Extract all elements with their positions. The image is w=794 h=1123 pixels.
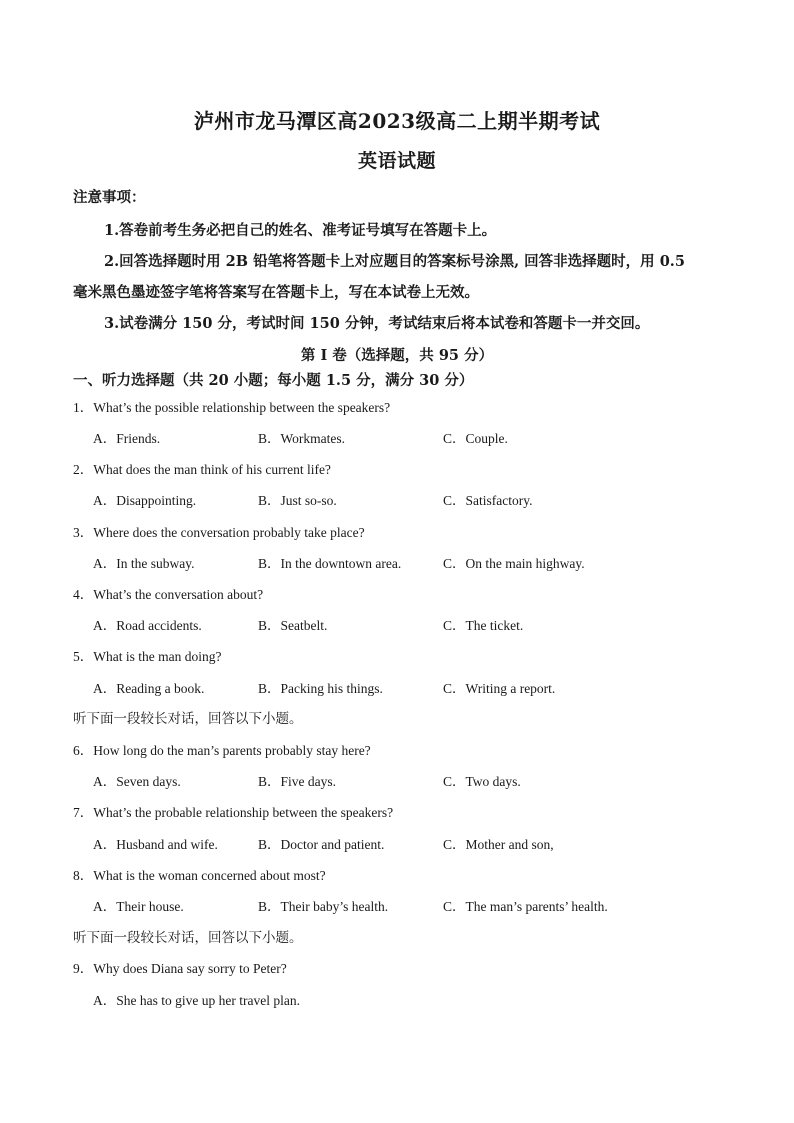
q7-option-a: A．Husband and wife. <box>93 837 218 852</box>
q8-option-a: A．Their house. <box>93 899 184 914</box>
q6-option-a: A．Seven days. <box>93 774 181 789</box>
q2-option-c: C．Satisfactory. <box>443 493 533 508</box>
q2-option-a: A．Disappointing. <box>93 493 197 508</box>
exam-title: 泸州市龙马潭区高2023级高二上期半期考试 <box>193 109 601 133</box>
q9-option-a: A．She has to give up her travel plan. <box>93 993 300 1008</box>
q3-option-b: B．In the downtown area. <box>258 556 402 571</box>
question-7: 7．What’s the probable relationship between the speakers? <box>73 805 394 820</box>
question-1: 1．What’s the possible relationship between the speakers? <box>73 400 391 415</box>
section-heading: 一、听力选择题（共 20 小题；每小题 1.5 分，满分 30 分） <box>73 372 474 389</box>
q7-option-b: B．Doctor and patient. <box>258 837 385 852</box>
q4-option-a: A．Road accidents. <box>93 618 202 633</box>
q8-option-b: B．Their baby’s health. <box>258 899 389 914</box>
q3-option-a: A．In the subway. <box>93 556 195 571</box>
notice-item-2-cont: 毫米黑色墨迹签字笔将答案写在答题卡上，写在本试卷上无效。 <box>73 284 479 301</box>
question-3: 3．Where does the conversation probably take place? <box>73 525 365 540</box>
q6-option-b: B．Five days. <box>258 774 337 789</box>
question-2: 2．What does the man think of his current life? <box>73 462 331 477</box>
q5-option-b: B．Packing his things. <box>258 681 383 696</box>
q4-option-c: C．The ticket. <box>443 618 524 633</box>
q2-option-b: B．Just so-so. <box>258 493 337 508</box>
notice-item-1: 1.答卷前考生务必把自己的姓名、准考证号填写在答题卡上。 <box>104 222 497 239</box>
question-6: 6．How long do the man’s parents probably stay here? <box>73 743 371 758</box>
exam-subtitle: 英语试题 <box>357 150 436 172</box>
q3-option-c: C．On the main highway. <box>443 556 585 571</box>
part-title: 第 I 卷（选择题，共 95 分） <box>300 347 494 364</box>
q5-option-a: A．Reading a book. <box>93 681 205 696</box>
question-5: 5．What is the man doing? <box>73 649 222 664</box>
q5-option-c: C．Writing a report. <box>443 681 556 696</box>
notice-item-2: 2.回答选择题时用 2B 铅笔将答题卡上对应题目的答案标号涂黑, 回答非选择题时，用 0.5 <box>104 253 685 270</box>
q1-option-b: B．Workmates. <box>258 431 346 446</box>
question-8: 8．What is the woman concerned about most? <box>73 868 326 883</box>
notice-item-3: 3.试卷满分 150 分，考试时间 150 分钟，考试结束后将本试卷和答题卡一并交回。 <box>104 315 650 332</box>
q7-option-c: C．Mother and son, <box>443 837 554 852</box>
q1-option-a: A．Friends. <box>93 431 161 446</box>
notice-heading: 注意事项： <box>73 189 146 206</box>
question-9: 9．Why does Diana say sorry to Peter? <box>73 961 287 976</box>
long-dialogue-instruction-1: 听下面一段较长对话，回答以下小题。 <box>73 711 303 727</box>
q1-option-c: C．Couple. <box>443 431 508 446</box>
q6-option-c: C．Two days. <box>443 774 521 789</box>
q4-option-b: B．Seatbelt. <box>258 618 328 633</box>
q8-option-c: C．The man’s parents’ health. <box>443 899 608 914</box>
question-4: 4．What’s the conversation about? <box>73 587 264 602</box>
long-dialogue-instruction-2: 听下面一段较长对话，回答以下小题。 <box>73 930 303 946</box>
